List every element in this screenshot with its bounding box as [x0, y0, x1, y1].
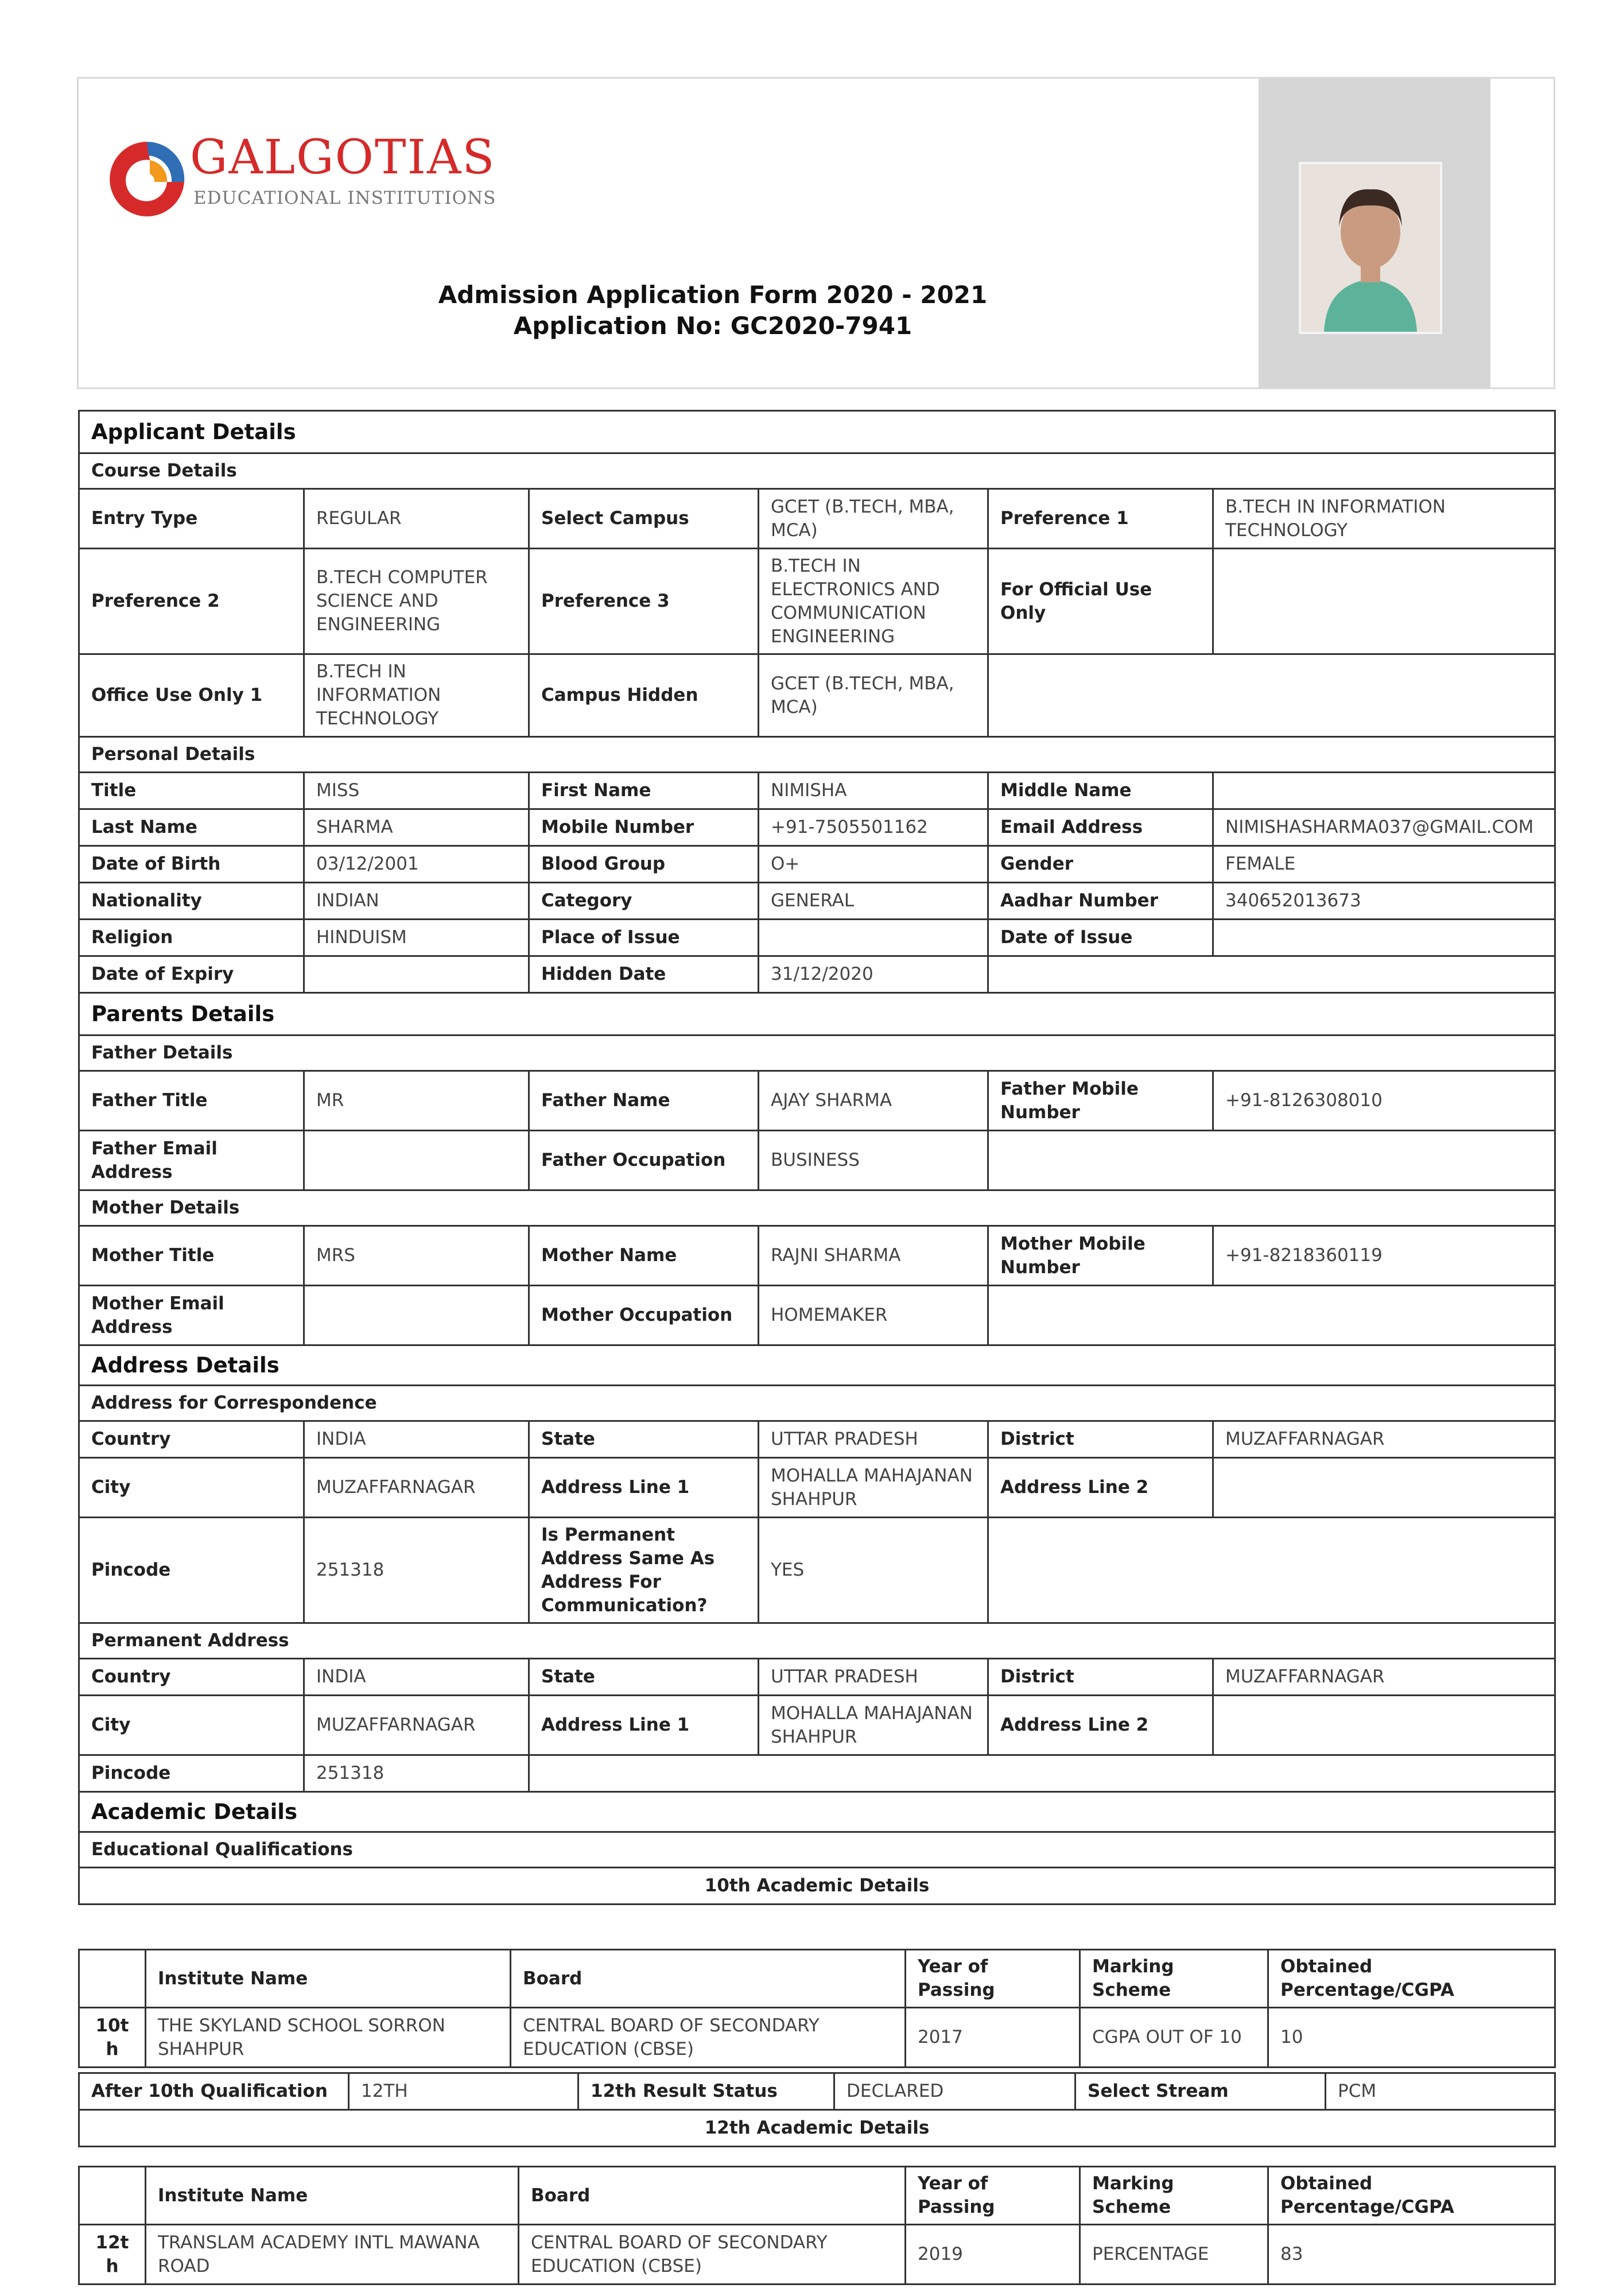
- title-label: Title: [79, 773, 304, 809]
- perm-district-label: District: [988, 1659, 1213, 1696]
- mother-mobile-label: Mother Mobile Number: [988, 1226, 1213, 1286]
- mobile-label: Mobile Number: [529, 809, 759, 846]
- after-10th-value: 12TH: [349, 2073, 578, 2110]
- perm-city-value: MUZAFFARNAGAR: [304, 1696, 529, 1755]
- father-email-label: Father Email Address: [79, 1131, 304, 1190]
- perm-country-label: Country: [79, 1659, 304, 1696]
- middle-name-value: [1213, 773, 1555, 809]
- preference-3-value: B.TECH IN ELECTRONICS AND COMMUNICATION ENGINEERING: [759, 549, 988, 654]
- father-title-label: Father Title: [79, 1071, 304, 1131]
- form-title-block: [182, 280, 1244, 342]
- father-occupation-value: BUSINESS: [759, 1131, 988, 1190]
- tenth-scheme: CGPA OUT OF 10: [1080, 2008, 1268, 2068]
- col-marking-scheme: Marking Scheme: [1080, 2167, 1268, 2225]
- twelfth-institute: TRANSLAM ACADEMY INTL MAWANA ROAD: [146, 2225, 519, 2285]
- father-name-label: Father Name: [529, 1071, 759, 1131]
- campus-hidden-label: Campus Hidden: [529, 654, 759, 737]
- applicant-photo: [1299, 162, 1442, 334]
- tenth-academic-table: [78, 1949, 1556, 2068]
- select-campus-value: GCET (B.TECH, MBA, MCA): [759, 489, 988, 549]
- empty-cell: [529, 1755, 1555, 1792]
- date-of-expiry-label: Date of Expiry: [79, 956, 304, 993]
- mother-details-heading: Mother Details: [79, 1190, 1555, 1226]
- empty-cell: [988, 956, 1555, 993]
- entry-type-label: Entry Type: [79, 489, 304, 549]
- mother-email-value: [304, 1286, 529, 1345]
- preference-2-value: B.TECH COMPUTER SCIENCE AND ENGINEERING: [304, 549, 529, 654]
- educational-qualifications-heading: Educational Qualifications: [79, 1832, 1555, 1868]
- preference-3-label: Preference 3: [529, 549, 759, 654]
- col-institute-name: Institute Name: [146, 2167, 519, 2225]
- pincode-label: Pincode: [79, 1518, 304, 1623]
- last-name-value: SHARMA: [304, 809, 529, 846]
- form-title: Admission Application Form 2020 - 2021: [438, 281, 988, 309]
- perm-address-line-2-label: Address Line 2: [988, 1696, 1213, 1755]
- galgotias-logo: [104, 125, 506, 239]
- twelfth-academic-table: [78, 2166, 1556, 2285]
- preference-1-label: Preference 1: [988, 489, 1213, 549]
- country-label: Country: [79, 1421, 304, 1458]
- email-value: NIMISHASHARMA037@GMAIL.COM: [1213, 809, 1555, 846]
- permanent-address-heading: Permanent Address: [79, 1623, 1555, 1659]
- empty-cell: [79, 2167, 146, 2225]
- col-board: Board: [519, 2167, 906, 2225]
- select-stream-label: Select Stream: [1075, 2073, 1326, 2110]
- office-use-1-value: B.TECH IN INFORMATION TECHNOLOGY: [304, 654, 529, 737]
- mother-title-label: Mother Title: [79, 1226, 304, 1286]
- after-10th-label: After 10th Qualification: [79, 2073, 349, 2110]
- tenth-year: 2017: [906, 2008, 1080, 2068]
- tenth-academic-heading: 10th Academic Details: [79, 1868, 1555, 1905]
- hidden-date-value: 31/12/2020: [759, 956, 988, 993]
- religion-label: Religion: [79, 920, 304, 956]
- perm-state-label: State: [529, 1659, 759, 1696]
- preference-2-label: Preference 2: [79, 549, 304, 654]
- city-value: MUZAFFARNAGAR: [304, 1458, 529, 1518]
- mother-title-value: MRS: [304, 1226, 529, 1286]
- nationality-label: Nationality: [79, 883, 304, 920]
- email-label: Email Address: [988, 809, 1213, 846]
- mother-name-label: Mother Name: [529, 1226, 759, 1286]
- address-line-1-value: MOHALLA MAHAJANAN SHAHPUR: [759, 1458, 988, 1518]
- perm-pincode-label: Pincode: [79, 1755, 304, 1792]
- perm-address-line-1-value: MOHALLA MAHAJANAN SHAHPUR: [759, 1696, 988, 1755]
- state-value: UTTAR PRADESH: [759, 1421, 988, 1458]
- col-institute-name: Institute Name: [146, 1950, 511, 2008]
- twelfth-scheme: PERCENTAGE: [1080, 2225, 1268, 2285]
- official-use-label: For Official Use Only: [988, 549, 1213, 654]
- address-details-heading: Address Details: [79, 1345, 1555, 1386]
- col-obtained-percentage: Obtained Percentage/CGPA: [1268, 2167, 1555, 2225]
- result-status-label: 12th Result Status: [578, 2073, 834, 2110]
- select-campus-label: Select Campus: [529, 489, 759, 549]
- district-value: MUZAFFARNAGAR: [1213, 1421, 1555, 1458]
- state-label: State: [529, 1421, 759, 1458]
- religion-value: HINDUISM: [304, 920, 529, 956]
- mother-name-value: RAJNI SHARMA: [759, 1226, 988, 1286]
- date-of-issue-value: [1213, 920, 1555, 956]
- twelfth-percent: 83: [1268, 2225, 1555, 2285]
- tenth-institute: THE SKYLAND SCHOOL SORRON SHAHPUR: [146, 2008, 511, 2068]
- twelfth-board: CENTRAL BOARD OF SECONDARY EDUCATION (CBSE): [519, 2225, 906, 2285]
- col-board: Board: [511, 1950, 906, 2008]
- col-obtained-percentage: Obtained Percentage/CGPA: [1268, 1950, 1555, 2008]
- father-details-heading: Father Details: [79, 1035, 1555, 1071]
- country-value: INDIA: [304, 1421, 529, 1458]
- empty-cell: [988, 1286, 1555, 1345]
- nationality-value: INDIAN: [304, 883, 529, 920]
- office-use-1-label: Office Use Only 1: [79, 654, 304, 737]
- col-marking-scheme: Marking Scheme: [1080, 1950, 1268, 2008]
- empty-cell: [79, 1950, 146, 2008]
- gender-label: Gender: [988, 846, 1213, 883]
- main-details-table: [78, 410, 1556, 1905]
- mother-occupation-value: HOMEMAKER: [759, 1286, 988, 1345]
- academic-details-heading: Academic Details: [79, 1792, 1555, 1832]
- blood-group-value: O+: [759, 846, 988, 883]
- same-address-label: Is Permanent Address Same As Address For Communication?: [529, 1518, 759, 1623]
- address-line-2-label: Address Line 2: [988, 1458, 1213, 1518]
- result-status-value: DECLARED: [834, 2073, 1075, 2110]
- gender-value: FEMALE: [1213, 846, 1555, 883]
- perm-address-line-1-label: Address Line 1: [529, 1696, 759, 1755]
- correspondence-address-heading: Address for Correspondence: [79, 1386, 1555, 1421]
- after-tenth-table: [78, 2072, 1556, 2147]
- empty-cell: [988, 654, 1555, 737]
- photo-panel: [1259, 79, 1490, 387]
- last-name-label: Last Name: [79, 809, 304, 846]
- tenth-board: CENTRAL BOARD OF SECONDARY EDUCATION (CBSE): [511, 2008, 906, 2068]
- empty-cell: [988, 1131, 1555, 1190]
- campus-hidden-value: GCET (B.TECH, MBA, MCA): [759, 654, 988, 737]
- logo-name: GALGOTIAS: [190, 130, 496, 185]
- address-line-2-value: [1213, 1458, 1555, 1518]
- category-label: Category: [529, 883, 759, 920]
- mobile-value: +91-7505501162: [759, 809, 988, 846]
- perm-address-line-2-value: [1213, 1696, 1555, 1755]
- mother-email-label: Mother Email Address: [79, 1286, 304, 1345]
- logo-subtitle: EDUCATIONAL INSTITUTIONS: [193, 188, 496, 208]
- tenth-percent: 10: [1268, 2008, 1555, 2068]
- father-name-value: AJAY SHARMA: [759, 1071, 988, 1131]
- preference-1-value: B.TECH IN INFORMATION TECHNOLOGY: [1213, 489, 1555, 549]
- dob-value: 03/12/2001: [304, 846, 529, 883]
- date-of-expiry-value: [304, 956, 529, 993]
- father-mobile-value: +91-8126308010: [1213, 1071, 1555, 1131]
- col-year-of-passing: Year of Passing: [906, 2167, 1080, 2225]
- course-details-heading: Course Details: [79, 453, 1555, 489]
- middle-name-label: Middle Name: [988, 773, 1213, 809]
- perm-district-value: MUZAFFARNAGAR: [1213, 1659, 1555, 1696]
- perm-city-label: City: [79, 1696, 304, 1755]
- aadhar-label: Aadhar Number: [988, 883, 1213, 920]
- twelfth-row-label: 12th: [79, 2225, 146, 2285]
- place-of-issue-label: Place of Issue: [529, 920, 759, 956]
- mother-mobile-value: +91-8218360119: [1213, 1226, 1555, 1286]
- hidden-date-label: Hidden Date: [529, 956, 759, 993]
- same-address-value: YES: [759, 1518, 988, 1623]
- official-use-value: [1213, 549, 1555, 654]
- pincode-value: 251318: [304, 1518, 529, 1623]
- twelfth-year: 2019: [906, 2225, 1080, 2285]
- col-year-of-passing: Year of Passing: [906, 1950, 1080, 2008]
- select-stream-value: PCM: [1326, 2073, 1555, 2110]
- dob-label: Date of Birth: [79, 846, 304, 883]
- applicant-details-heading: Applicant Details: [79, 411, 1555, 453]
- application-number: Application No: GC2020-7941: [513, 312, 913, 340]
- logo-mark-icon: [104, 136, 190, 222]
- perm-state-value: UTTAR PRADESH: [759, 1659, 988, 1696]
- mother-occupation-label: Mother Occupation: [529, 1286, 759, 1345]
- address-line-1-label: Address Line 1: [529, 1458, 759, 1518]
- entry-type-value: REGULAR: [304, 489, 529, 549]
- form-header: [77, 77, 1555, 389]
- category-value: GENERAL: [759, 883, 988, 920]
- district-label: District: [988, 1421, 1213, 1458]
- date-of-issue-label: Date of Issue: [988, 920, 1213, 956]
- father-occupation-label: Father Occupation: [529, 1131, 759, 1190]
- perm-country-value: INDIA: [304, 1659, 529, 1696]
- aadhar-value: 340652013673: [1213, 883, 1555, 920]
- empty-cell: [988, 1518, 1555, 1623]
- title-value: MISS: [304, 773, 529, 809]
- father-title-value: MR: [304, 1071, 529, 1131]
- personal-details-heading: Personal Details: [79, 737, 1555, 773]
- first-name-label: First Name: [529, 773, 759, 809]
- father-mobile-label: Father Mobile Number: [988, 1071, 1213, 1131]
- city-label: City: [79, 1458, 304, 1518]
- blood-group-label: Blood Group: [529, 846, 759, 883]
- place-of-issue-value: [759, 920, 988, 956]
- twelfth-academic-heading: 12th Academic Details: [79, 2110, 1555, 2147]
- tenth-row-label: 10th: [79, 2008, 146, 2068]
- parents-details-heading: Parents Details: [79, 993, 1555, 1035]
- father-email-value: [304, 1131, 529, 1190]
- first-name-value: NIMISHA: [759, 773, 988, 809]
- perm-pincode-value: 251318: [304, 1755, 529, 1792]
